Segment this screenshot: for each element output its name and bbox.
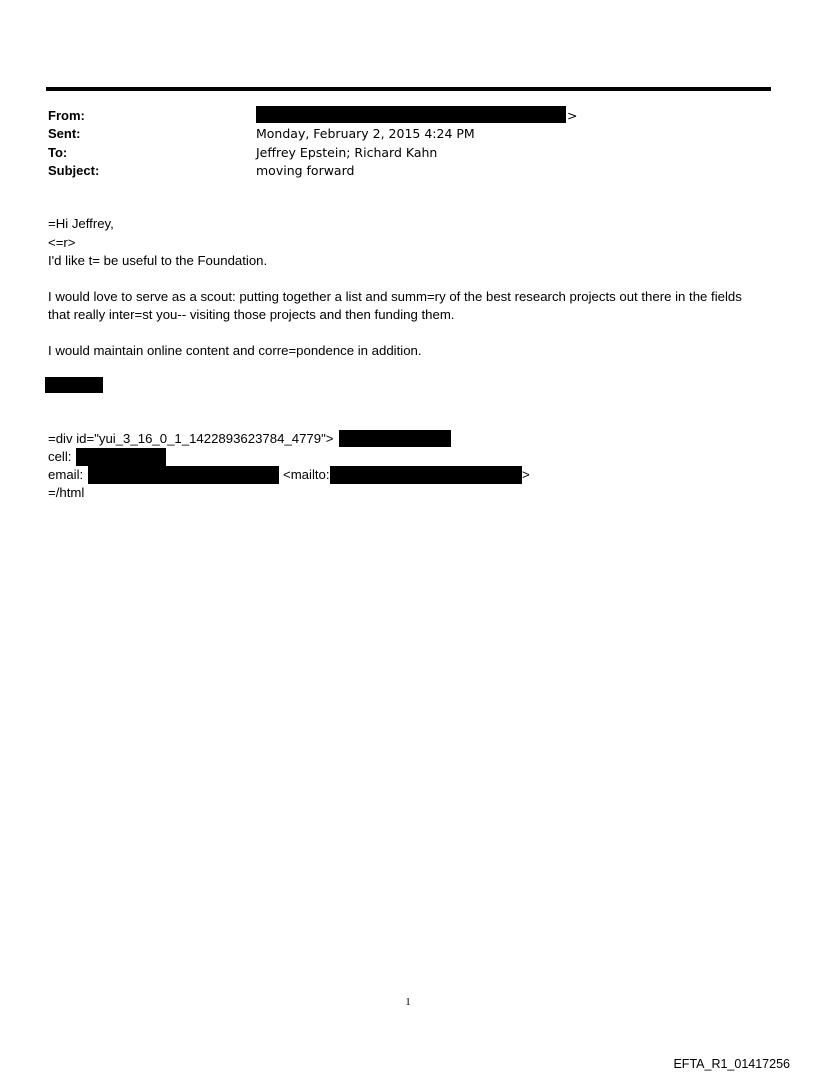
mailto-suffix: >	[522, 467, 530, 482]
from-redaction	[256, 106, 566, 123]
html-close-line: =/html	[48, 485, 85, 500]
div-tag-line: =div id="yui_3_16_0_1_1422893623784_4779">	[48, 431, 334, 446]
email-redaction	[88, 466, 279, 484]
mailto-text: <mailto:	[283, 467, 330, 482]
email-label: email:	[48, 467, 84, 482]
cell-redaction	[76, 448, 166, 466]
document-id: EFTA_R1_01417256	[673, 1057, 790, 1071]
mailto-redaction	[330, 466, 522, 484]
sent-label: Sent:	[48, 126, 81, 141]
body-para2-line2: that really inter=st you-- visiting those projects and then funding them.	[48, 307, 455, 322]
to-value: Jeffrey Epstein; Richard Kahn	[256, 145, 438, 160]
subject-label: Subject:	[48, 163, 100, 178]
break-tag-line: <=r>	[48, 235, 76, 250]
cell-label: cell:	[48, 449, 72, 464]
body-para3: I would maintain online content and corre=pondence in addition.	[48, 343, 422, 358]
signature-name-redaction	[45, 377, 103, 393]
body-para2-line1: I would love to serve as a scout: putting together a list and summ=ry of the best research projects out there in the fields	[48, 289, 742, 304]
div-content-redaction	[339, 430, 451, 447]
subject-value: moving forward	[256, 163, 355, 178]
sent-value: Monday, February 2, 2015 4:24 PM	[256, 126, 475, 141]
to-label: To:	[48, 145, 68, 160]
page-number: 1	[405, 996, 411, 1008]
from-suffix: >	[567, 108, 578, 123]
from-label: From:	[48, 108, 85, 123]
greeting-line: =Hi Jeffrey,	[48, 216, 114, 231]
body-line-1: I'd like t= be useful to the Foundation.	[48, 253, 268, 268]
header-rule	[46, 87, 771, 91]
